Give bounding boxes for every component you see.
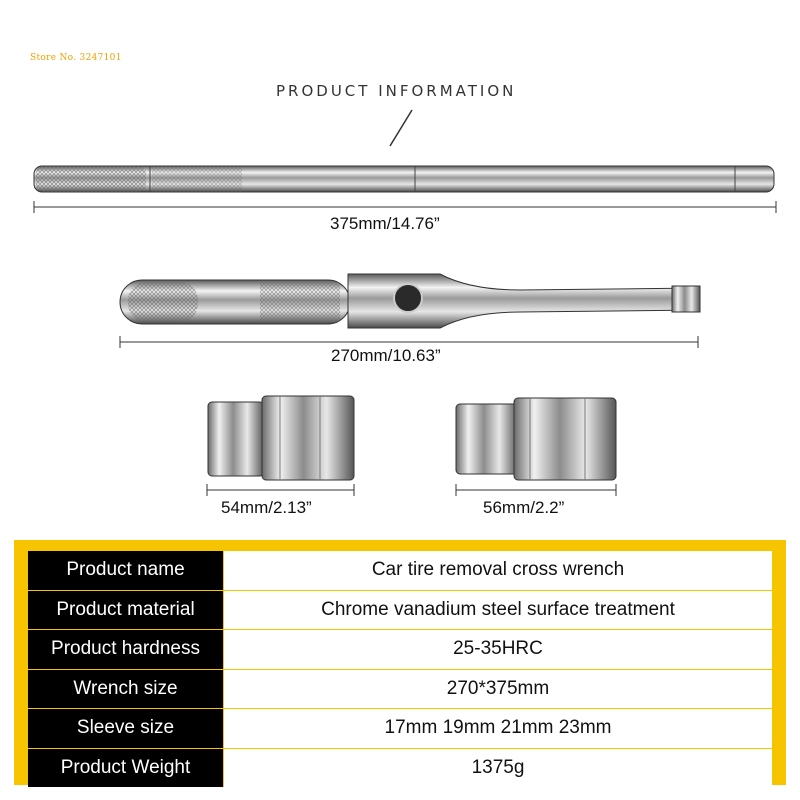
table-row <box>28 748 772 787</box>
small-socket-image <box>208 396 354 480</box>
pointer-line <box>390 110 412 146</box>
spec-value: 270*375mm <box>224 669 773 709</box>
store-watermark: Store No. 3247101 <box>30 53 122 63</box>
handle-bar-dimension: 270mm/10.63” <box>331 346 441 365</box>
long-bar-dimension: 375mm/14.76” <box>330 214 440 233</box>
spec-value: 1375g <box>224 748 773 787</box>
spec-value: 25-35HRC <box>224 630 773 670</box>
table-row <box>28 669 772 709</box>
spec-value: 17mm 19mm 21mm 23mm <box>224 709 773 749</box>
spec-label: Sleeve size <box>28 709 224 749</box>
spec-label: Product hardness <box>28 630 224 670</box>
spec-label: Product material <box>28 590 224 630</box>
specs-panel <box>14 540 786 785</box>
spec-value: Chrome vanadium steel surface treatment <box>224 590 773 630</box>
handle-bar-image <box>120 274 700 328</box>
specs-table <box>28 551 772 787</box>
large-socket-image <box>456 398 616 480</box>
table-row <box>28 630 772 670</box>
spec-label: Product name <box>28 551 224 590</box>
spec-label: Wrench size <box>28 669 224 709</box>
spec-value: Car tire removal cross wrench <box>224 551 773 590</box>
spec-label: Product Weight <box>28 748 224 787</box>
table-row <box>28 551 772 590</box>
small-socket-dimension: 54mm/2.13” <box>221 498 312 517</box>
long-bar-image <box>34 166 774 192</box>
table-row <box>28 709 772 749</box>
table-row <box>28 590 772 630</box>
large-socket-dimension: 56mm/2.2” <box>483 498 565 517</box>
page-title: PRODUCT INFORMATION <box>276 82 517 100</box>
